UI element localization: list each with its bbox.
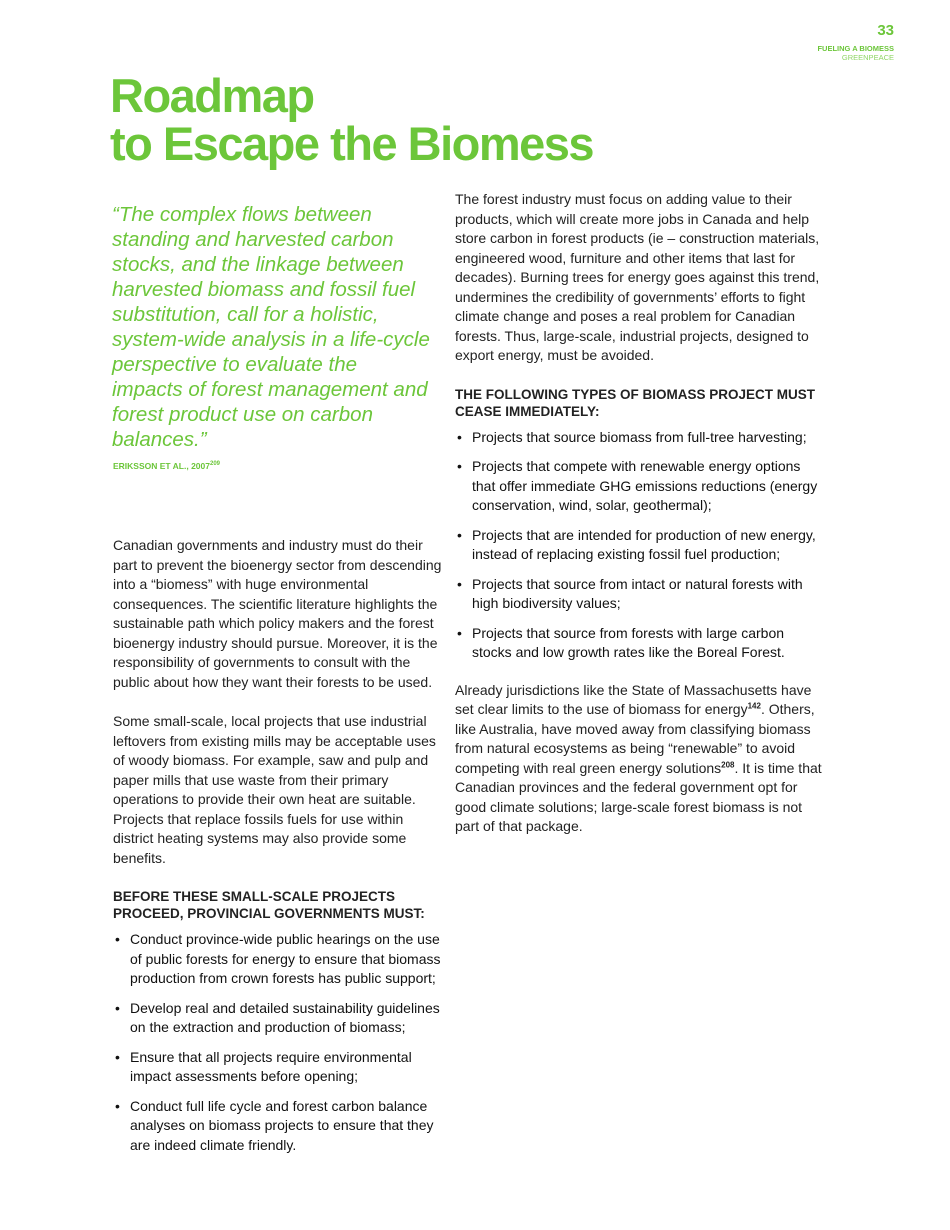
text-run: . It is time that Canadian provinces and the federal government opt for good climate solutions; large-scale forest biomass is not part of that package. <box>455 759 822 834</box>
list-item: • Conduct full life cycle and forest carbon balance analyses on biomass projects to ensure that they are indeed climate friendly. <box>113 1097 443 1156</box>
paragraph: Canadian governments and industry must do their part to prevent the bioenergy sector from descending into a “biomess” with huge environmental consequences. The scientific literature highlights the sustainable path which policy makers and the forest bioenergy industry should pursue. Moreover, it is the responsibility of governments to consult with the public about how they want their forests to be used. <box>113 537 442 690</box>
list-item: • Projects that source from forests with large carbon stocks and low growth rates like the Boreal Forest. <box>455 624 823 663</box>
paragraph <box>455 681 823 837</box>
publication-title: FUELING A BIOMESS <box>817 44 894 53</box>
list-item: • Projects that are intended for production of new energy, instead of replacing existing fossil fuel production; <box>455 526 823 565</box>
bullet-list <box>455 428 823 663</box>
title-line-2: to Escape the Biomess <box>110 117 594 170</box>
bullet-list <box>113 930 443 1155</box>
paragraph: The forest industry must focus on adding value to their products, which will create more jobs in Canada and help store carbon in forest products (ie – construction materials, engineered wood, furniture and other items that last for decades). Burning trees for energy goes against this trend, undermines the credibility of governments’ efforts to fight climate change and poses a real problem for Canadian forests. Thus, large-scale, industrial projects, designed to export energy, must be avoided. <box>455 191 820 363</box>
left-flow <box>110 69 594 1173</box>
list-item: • Conduct province-wide public hearings on the use of public forests for energy to ensure that biomass production from crown forests has public support; <box>113 930 443 989</box>
list-item: • Projects that source from intact or natural forests with high biodiversity values; <box>455 575 823 614</box>
citation-text: ERIKSSON ET AL., 2007 <box>113 461 210 471</box>
list-item: • Projects that compete with renewable energy options that offer immediate GHG emissions reductions (energy conservation, wind, solar, geothermal); <box>455 457 823 516</box>
running-header <box>817 44 894 62</box>
right-column <box>455 190 823 857</box>
quote-citation <box>113 460 445 472</box>
list-item: • Develop real and detailed sustainability guidelines on the extraction and production of biomass; <box>113 999 443 1038</box>
page-title <box>110 69 594 170</box>
section-heading: BEFORE THESE SMALL-SCALE PROJECTS PROCEED, PROVINCIAL GOVERNMENTS MUST: <box>113 889 425 921</box>
title-line-1: Roadmap <box>110 69 314 122</box>
page-number: 33 <box>877 22 894 39</box>
text-run: . Others, like Australia, have moved away from classifying biomass from natural ecosystems as being “renewable” to avoid competing with real green energy solutions <box>455 701 815 776</box>
footnote-ref: 142 <box>747 701 761 711</box>
text-run: Already jurisdictions like the State of Massachusetts have set clear limits to the use of biomass for energy <box>455 681 812 717</box>
organization-name: GREENPEACE <box>841 53 894 62</box>
list-item: • Ensure that all projects require environmental impact assessments before opening; <box>113 1048 443 1087</box>
section-heading: THE FOLLOWING TYPES OF BIOMASS PROJECT MUST CEASE IMMEDIATELY: <box>455 386 816 419</box>
left-column <box>113 536 443 1155</box>
paragraph: Some small-scale, local projects that use industrial leftovers from existing mills may be acceptable uses of woody biomass. For example, saw and pulp and paper mills that use waste from their primary operations to provide their own heat are suitable. Projects that replace fossils fuels for use within district heating systems may also provide some benefits. <box>113 713 436 866</box>
list-item: • Projects that source biomass from full-tree harvesting; <box>455 428 823 448</box>
citation-ref: 209 <box>210 461 221 468</box>
pull-quote: “The complex flows between standing and harvested carbon stocks, and the linkage between harvested biomass and fossil fuel substitution, call for a holistic, system-wide analysis in a life-cycle perspective to evaluate the impacts of forest management and forest product use on carbon balances.” <box>112 203 430 451</box>
footnote-ref: 208 <box>721 759 735 769</box>
